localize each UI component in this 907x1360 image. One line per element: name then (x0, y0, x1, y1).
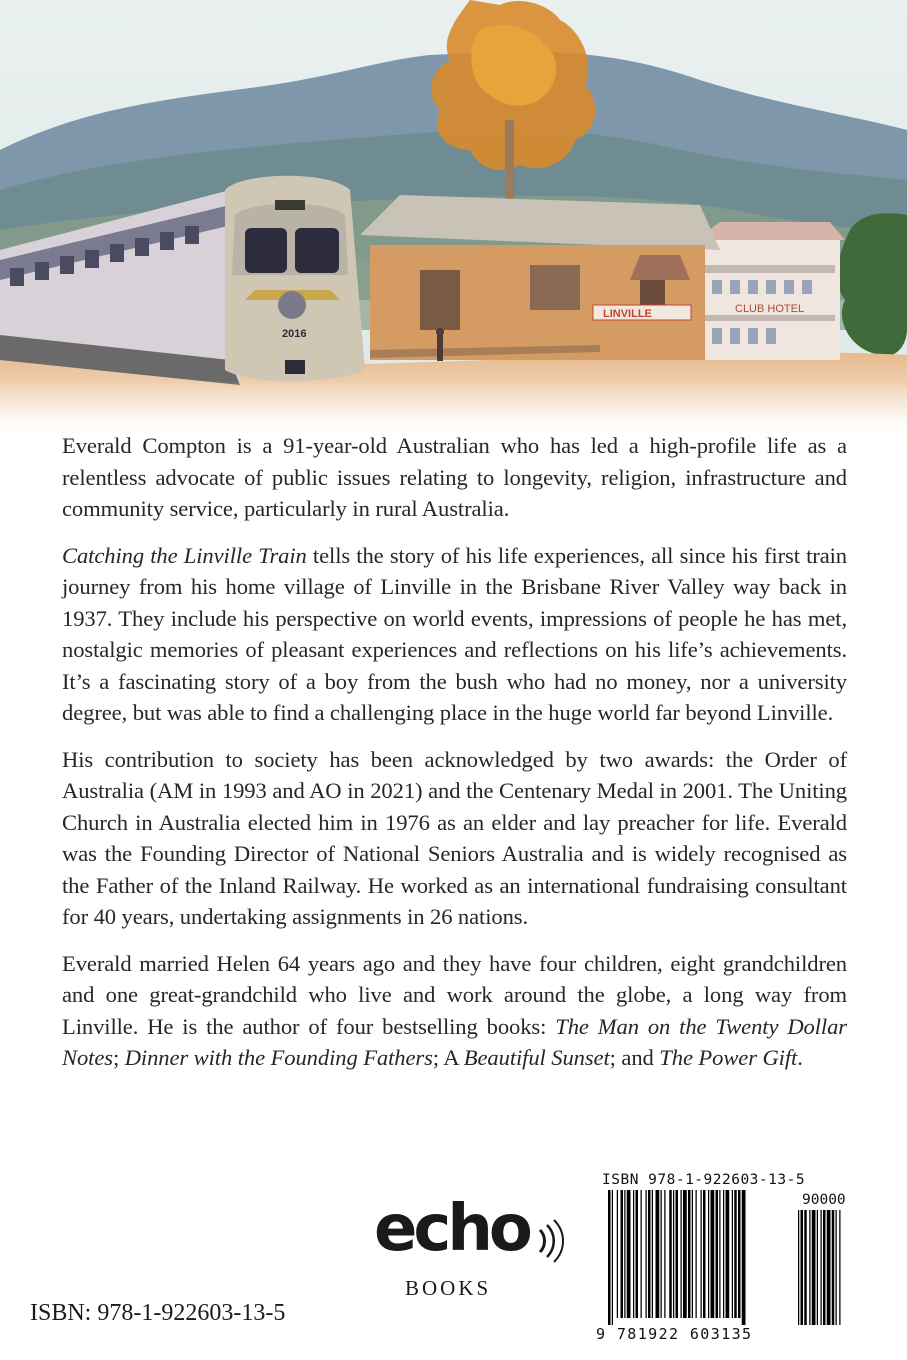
barcode-bar (661, 1190, 662, 1318)
barcode-addon-bar (827, 1210, 831, 1325)
barcode-bar (621, 1190, 624, 1318)
barcode-bar (692, 1190, 693, 1318)
barcode-addon-bar (798, 1210, 799, 1325)
barcode-bars (608, 1190, 860, 1325)
blurb-paragraph-3: His contribution to society has been acknowledged by two awards: the Order of Australia (AM in 1993 and AO in 2021) and the Centenary Medal in 2001. The Uniting Church in Australia elected him in 1976 as an elder and lay preacher for life. Everald was the Founding Director of National Seniors Australia and is widely recognised as the Father of the Inland Railway. He worked as an international fundraising consultant for 40 years, undertaking assignments in 26 nations. (62, 746, 847, 929)
barcode-bar (732, 1190, 733, 1318)
sound-waves-icon (536, 1216, 566, 1266)
barcode-bar (648, 1190, 651, 1318)
separator-1: ; (112, 1045, 125, 1070)
barcode-price-code: 90000 (802, 1192, 846, 1208)
book-title-2: Dinner with the Founding Fathers (124, 1045, 433, 1070)
barcode-bar (683, 1190, 687, 1318)
barcode-addon-bar (804, 1210, 807, 1325)
blurb-paragraph-2 (62, 540, 847, 729)
barcode-bar (696, 1190, 697, 1318)
barcode-bar (608, 1190, 611, 1325)
barcode-digits: 9 781922 603135 (596, 1325, 753, 1343)
barcode-addon-bar (823, 1210, 826, 1325)
barcode-addon-bar (821, 1210, 822, 1325)
barcode-bar (617, 1190, 618, 1318)
blurb-paragraph-4 (62, 948, 847, 1074)
barcode-addon-bar (836, 1210, 837, 1325)
hotel-sign-text: CLUB HOTEL (735, 303, 805, 315)
barcode-addon-bar (812, 1210, 816, 1325)
barcode-bar (719, 1190, 720, 1318)
barcode-bar (636, 1190, 639, 1318)
barcode-addon-bar (839, 1210, 840, 1325)
barcode-bar (723, 1190, 724, 1318)
barcode-bar (701, 1190, 702, 1318)
barcode-bar (716, 1190, 719, 1318)
barcode-bar (641, 1190, 642, 1318)
barcode-bar (676, 1190, 679, 1318)
barcode-bar (646, 1190, 647, 1318)
barcode-bar (656, 1190, 660, 1318)
book-title-1: The Man on the Twenty Dollar Notes (62, 1013, 847, 1070)
barcode-bar (652, 1190, 653, 1318)
barcode-bar (633, 1190, 634, 1318)
barcode-bar (726, 1190, 730, 1318)
barcode-bar (703, 1190, 706, 1318)
barcode-bar (681, 1190, 682, 1318)
barcode-bar (708, 1190, 709, 1318)
barcode-addon-bar (832, 1210, 835, 1325)
isbn-label: ISBN: 978-1-922603-13-5 (30, 1300, 286, 1326)
barcode-addon-bar (801, 1210, 804, 1325)
barcode-bar (742, 1190, 746, 1325)
logo-wordmark: echo (374, 1192, 529, 1266)
cover-painting (0, 0, 907, 440)
book-title-3-prefix: A (443, 1045, 464, 1070)
separator-3: ; and (609, 1045, 660, 1070)
blurb-paragraph-4-text: Everald married Helen 64 years ago and they have four children, eight grandchildren and one great-grandchild who live and work around the globe, a long way from Linville. He is the author of four bestselling books: (62, 950, 847, 1039)
separator-2: ; (432, 1045, 444, 1070)
barcode-bar (664, 1190, 665, 1318)
echo-books-logo (374, 1186, 574, 1306)
logo-subtitle: BOOKS (405, 1276, 492, 1300)
barcode-bar (624, 1190, 625, 1318)
barcode-bar (688, 1190, 691, 1318)
barcode-bar (669, 1190, 672, 1318)
blurb-paragraph-1: Everald Compton is a 91-year-old Australian who has led a high-profile life as a relentless advocate of public issues relating to longevity, religion, infrastructure and community service, particularly in rural Australia. (62, 433, 847, 521)
barcode-addon-bar (809, 1210, 810, 1325)
barcode-bar (738, 1190, 741, 1318)
back-cover-blurb (62, 430, 847, 1089)
barcode-isbn-line: ISBN 978-1-922603-13-5 (602, 1172, 806, 1188)
book-title-3: Beautiful Sunset (463, 1045, 610, 1070)
barcode-bar (673, 1190, 674, 1318)
book-title-catching-linville-train: Catching the Linville Train (62, 542, 307, 568)
barcode-bar (711, 1190, 715, 1318)
station-sign-text: LINVILLE (603, 308, 652, 320)
barcode (594, 1168, 874, 1348)
barcode-bar (734, 1190, 737, 1318)
blurb-paragraph-2-text: tells the story of his life experiences, all since his first train journey from his home village of Linville in the Brisbane River Valley way back in 1937. They include his perspective on world events, impressions of people he has met, nostalgic memories of pleasant experiences and reflections on his life’s achievements. It’s a fascinating story of a boy from the bush who had no money, nor a university degree, but was able to find a challenging place in the huge world far beyond Linville. (62, 542, 848, 725)
barcode-bar (612, 1190, 613, 1325)
barcode-bar (627, 1190, 631, 1318)
blurb-end: . (797, 1045, 803, 1070)
barcode-addon-bar (817, 1210, 818, 1325)
book-title-4: The Power Gift (659, 1045, 798, 1070)
railcar-number: 2016 (282, 328, 307, 340)
